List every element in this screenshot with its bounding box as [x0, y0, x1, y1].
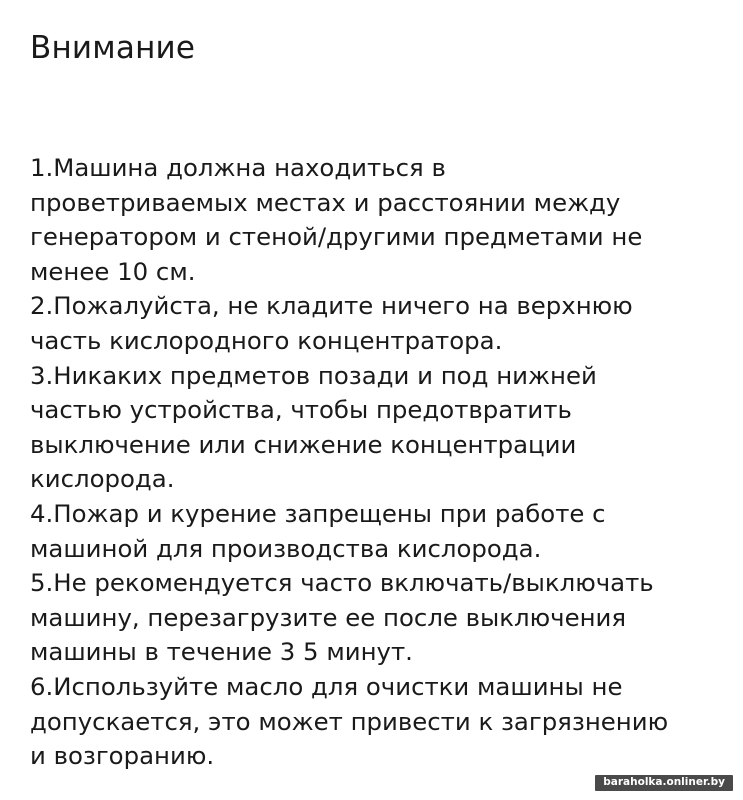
text-line: 1.Машина должна находиться в: [30, 153, 446, 182]
text-line: машины в течение 3 5 минут.: [30, 637, 413, 667]
instructions-text: [30, 151, 735, 774]
text-line: 2.Пожалуйста, не кладите ничего на верхнюю: [30, 291, 633, 321]
text-line: кислорода.: [30, 464, 175, 494]
text-line: машиной для производства кислорода.: [30, 533, 542, 563]
text-line: менее 10 см.: [30, 256, 196, 286]
text-line: допускается, это может привести к загрязнению: [30, 706, 669, 736]
page-title: Внимание: [30, 30, 196, 66]
text-line: 3.Никаких предметов позади и под нижней: [30, 360, 597, 390]
text-line: и возгоранию.: [30, 741, 215, 771]
text-line: выключение или снижение концентрации: [30, 429, 577, 459]
watermark: baraholka.onliner.by: [595, 775, 733, 791]
text-line: машину, перезагрузите ее после выключения: [30, 602, 627, 632]
text-line: часть кислородного концентратора.: [30, 325, 503, 355]
text-line: проветриваемых местах и расстоянии между: [30, 187, 621, 217]
text-line: 4.Пожар и курение запрещены при работе с: [30, 498, 606, 528]
text-line: генератором и стеной/другими предметами не: [30, 222, 643, 252]
text-line: частью устройства, чтобы предотвратить: [30, 395, 572, 425]
text-line: 6.Используйте масло для очистки машины не: [30, 671, 623, 701]
text-line: 5.Не рекомендуется часто включать/выключать: [30, 568, 654, 598]
